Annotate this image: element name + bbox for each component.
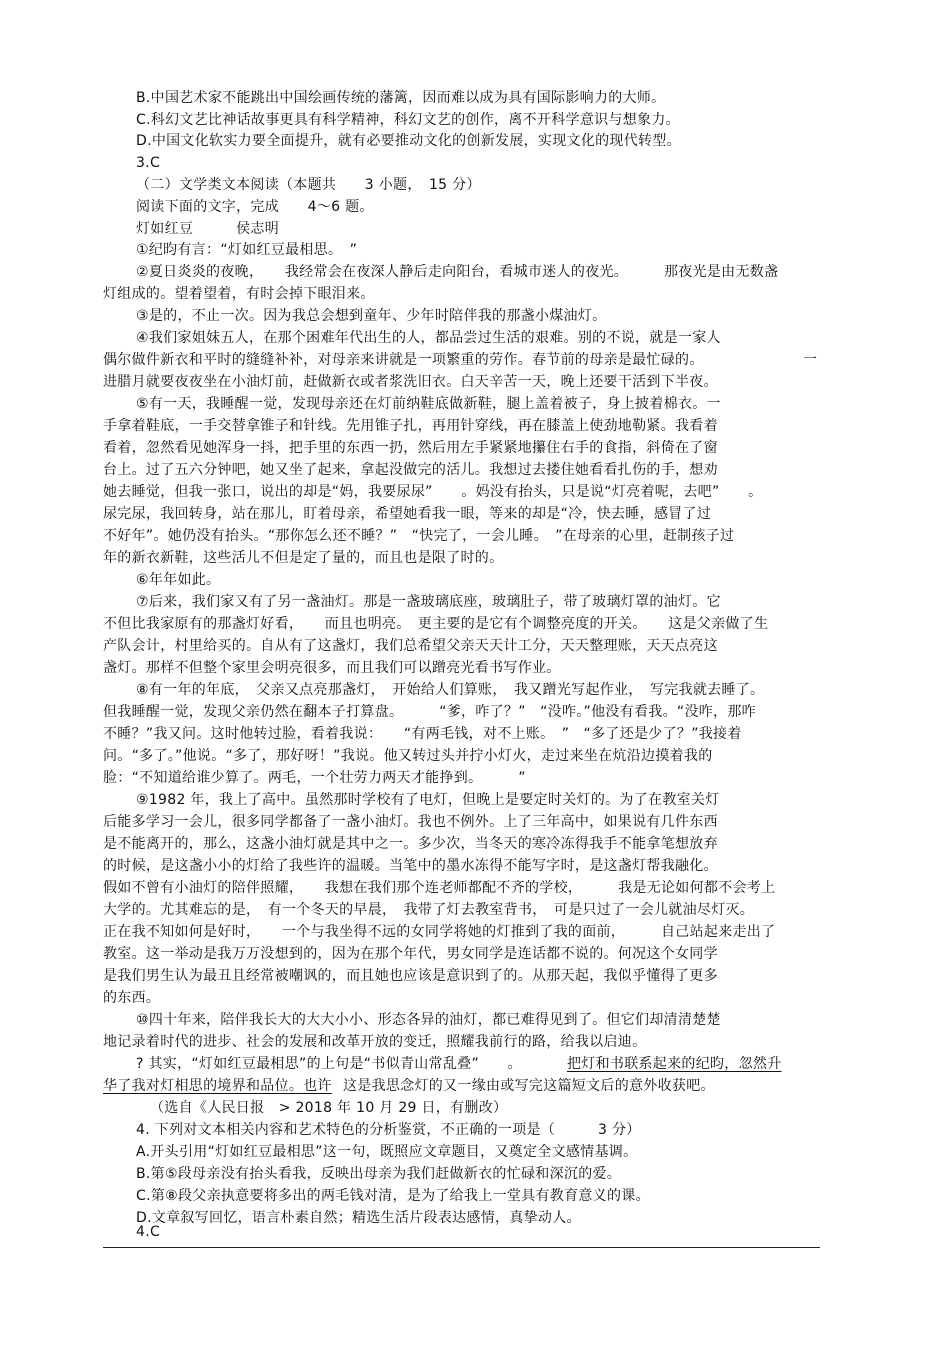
- option-b-line: B.第⑤段母亲没有抬头看我，反映出母亲为我们赶做新衣的忙碌和深沉的爱。: [136, 1166, 622, 1182]
- paragraph-line: ⑤有一天，我睡醒一觉，发现母亲还在灯前纳鞋底做新鞋，腿上盖着被子，身上披着棉衣。一: [136, 396, 721, 412]
- paragraph-line: 这是我思念灯的又一缘由或写完这篇短文后的意外收获吧。: [343, 1078, 715, 1094]
- option-d-line: D.中国文化软实力要全面提升，就有必要推动文化的创新发展，实现文化的现代转型。: [136, 133, 681, 149]
- paragraph-line: ①纪昀有言：“灯如红豆最相思。 ”: [136, 242, 358, 258]
- paragraph-line: 看着，忽然看见她浑身一抖，把手里的东西一扔，然后用左手紧紧地攥住右手的食指，斜倚在了窗: [103, 440, 718, 456]
- paragraph-line: 大学的。尤其难忘的是， 有一个冬天的早晨， 我带了灯去教室背书， 可是只过了一会儿就油尽灯灭。: [103, 902, 755, 918]
- option-c-line: C.第⑧段父亲执意要将多出的两毛钱对清，是为了给我上一堂具有教育意义的课。: [136, 1188, 650, 1204]
- paragraph-line: ③是的，不止一次。因为我总会想到童年、少年时陪伴我的那盏小煤油灯。: [136, 308, 607, 324]
- paragraph-line: 偶尔做件新衣和平时的缝缝补补，对母亲来讲就是一项繁重的劳作。春节前的母亲是最忙碌的。: [103, 352, 704, 368]
- underlined-sentence: 华了我对灯相思的境界和品位。也许: [103, 1078, 332, 1094]
- paragraph-line: 年的新衣新鞋，这些活儿不但是定了量的，而且也是限了时的。: [103, 550, 504, 566]
- paragraph-line: ②夏日炎炎的夜晚， 我经常会在夜深人静后走向阳台，看城市迷人的夜光。 那夜光是由无数盏: [136, 264, 779, 280]
- paragraph-line: 她去睡觉，但我一张口，说出的却是“妈，我要尿尿” 。妈没有抬头，只是说“灯亮着呢，去吧” 。: [103, 484, 763, 500]
- paragraph-line: 是我们男生认为最丑且经常被嘲讽的，而且她也应该是意识到了的。从那天起，我似乎懂得了更多: [103, 968, 718, 984]
- paragraph-line: ⑧有一年的年底， 父亲又点亮那盏灯， 开始给人们算账， 我又蹭光写起作业， 写完我就去睡了。: [136, 682, 765, 698]
- paragraph-line: 后能多学习一会儿，很多同学都备了一盏小油灯。我也不例外。上了三年高中，如果说有几件东西: [103, 814, 718, 830]
- paragraph-line: 的时候，是这盏小小的灯给了我些许的温暖。当笔中的墨水冻得不能写字时，是这盏灯帮我融化。: [103, 858, 718, 874]
- paragraph-line: 手拿着鞋底，一手交替拿锥子和针线。先用锥子扎，再用针穿线，再在膝盖上使劲地勒紧。我看着: [103, 418, 718, 434]
- answer-4: 4.C: [136, 1224, 161, 1240]
- paragraph-line: 问。“多了。”他说。“多了，那好呀！”我说。他又转过头并拧小灯火，走过来坐在炕沿边摸着我的: [103, 748, 713, 764]
- paragraph-line: 地记录着时代的进步、社会的发展和改革开放的变迁，照耀我前行的路，给我以启迪。: [103, 1034, 647, 1050]
- paragraph-line: 是不能离开的，那么，这盏小油灯就是其中之一。多少次，当冬天的寒冷冻得我手不能拿笔想放弃: [103, 836, 718, 852]
- section-heading: （二）文学类文本阅读（本题共 3 小题， 15 分）: [136, 177, 481, 193]
- option-d-line: D.文章叙写回忆，语言朴素自然；精选生活片段表达感情，真挚动人。: [136, 1210, 581, 1226]
- paragraph-line: 正在我不知如何是好时， 一个与我坐得不远的女同学将她的灯推到了我的面前， 自己站起来走出了: [103, 924, 776, 940]
- paragraph-line: 进腊月就要夜夜坐在小油灯前，赶做新衣或者浆洗旧衣。白天辛苦一天，晚上还要干活到下半夜。: [103, 374, 718, 390]
- reading-instruction: 阅读下面的文字，完成 4～6 题。: [136, 199, 374, 215]
- option-b-line: B.中国艺术家不能跳出中国绘画传统的藩篱，因而难以成为具有国际影响力的大师。: [136, 90, 666, 106]
- paragraph-line: ⑨1982 年，我上了高中。虽然那时学校有了电灯，但晚上是要定时关灯的。为了在教室关灯: [136, 792, 720, 808]
- paragraph-line: 教室。这一举动是我万万没想到的，因为在那个年代，男女同学是连话都不说的。何况这个女同学: [103, 946, 718, 962]
- paragraph-line: 不好年”。她仍没有抬头。“那你怎么还不睡？” “快完了，一会儿睡。 ”在母亲的心里，赶制孩子过: [103, 528, 735, 544]
- paragraph-line: 不但比我家原有的那盏灯好看， 而且也明亮。 更主要的是它有个调整亮度的开关。 这是父亲做了生: [103, 616, 769, 632]
- paragraph-line: 台上。过了五六分钟吧，她又坐了起来，拿起没做完的活儿。我想过去搂住她看看扎伤的手，想劝: [103, 462, 718, 478]
- paragraph-line: 脸：“不知道给谁少算了。两毛，一个壮劳力两天才能挣到。 ”: [103, 770, 526, 786]
- option-a-line: A.开头引用“灯如红豆最相思”这一句，既照应文章题目，又奠定全文感情基调。: [136, 1144, 638, 1160]
- paragraph-line: ? 其实，“灯如红豆最相思”的上句是“书似青山常乱叠” 。: [136, 1056, 522, 1072]
- source-citation: （选自《人民日报 > 2018 年 10 月 29 日，有删改）: [150, 1100, 508, 1116]
- paragraph-line: ④我们家姐妹五人，在那个困难年代出生的人，都品尝过生活的艰难。别的不说，就是一家人: [136, 330, 721, 346]
- article-title: 灯如红豆 侯志明: [136, 221, 279, 237]
- paragraph-line: ⑦后来，我们家又有了另一盏油灯。那是一盏玻璃底座，玻璃肚子，带了玻璃灯罩的油灯。它: [136, 594, 721, 610]
- answer-3: 3.C: [136, 155, 161, 171]
- paragraph-line: 尿完尿，我回转身，站在那儿，盯着母亲，希望她看我一眼，等来的却是“冷，快去睡，感冒了过: [103, 506, 712, 522]
- bottom-rule: [103, 1247, 820, 1248]
- paragraph-line: 产队会计，村里给买的。自从有了这盏灯，我们总希望父亲天天计工分，天天整理账，天天点亮这: [103, 638, 718, 654]
- paragraph-line: 的东西。: [103, 990, 161, 1006]
- option-c-line: C.科幻文艺比神话故事更具有科学精神，科幻文艺的创作，离不开科学意识与想象力。: [136, 112, 680, 128]
- paragraph-line: 但我睡醒一觉，发现父亲仍然在翻本子打算盘。 “爹，咋了？” “没咋。”他没有看我。“没咋，那咋: [103, 704, 756, 720]
- paragraph-line: 一: [803, 352, 818, 368]
- paragraph-line: 盏灯。那样不但整个家里会明亮很多，而且我们可以蹭亮光看书写作业。: [103, 660, 561, 676]
- question-4: 4. 下列对文本相关内容和艺术特色的分析鉴赏，不正确的一项是（ 3 分）: [136, 1122, 641, 1138]
- paragraph-line: 不睡？”我又问。这时他转过脸，看着我说： “有两毛钱，对不上账。 ” “多了还是少了？”我接着: [103, 726, 742, 742]
- paragraph-line: ⑥年年如此。: [136, 572, 221, 588]
- paragraph-line: 灯组成的。望着望着，有时会掉下眼泪来。: [103, 286, 375, 302]
- paragraph-line: 假如不曾有小油灯的陪伴照耀， 我想在我们那个连老师都配不齐的学校， 我是无论如何都不会考上: [103, 880, 776, 896]
- underlined-sentence: 把灯和书联系起来的纪昀，忽然升: [567, 1056, 782, 1072]
- paragraph-line: ⑩四十年来，陪伴我长大的大大小小、形态各异的油灯，都已难得见到了。但它们却清清楚楚: [136, 1012, 721, 1028]
